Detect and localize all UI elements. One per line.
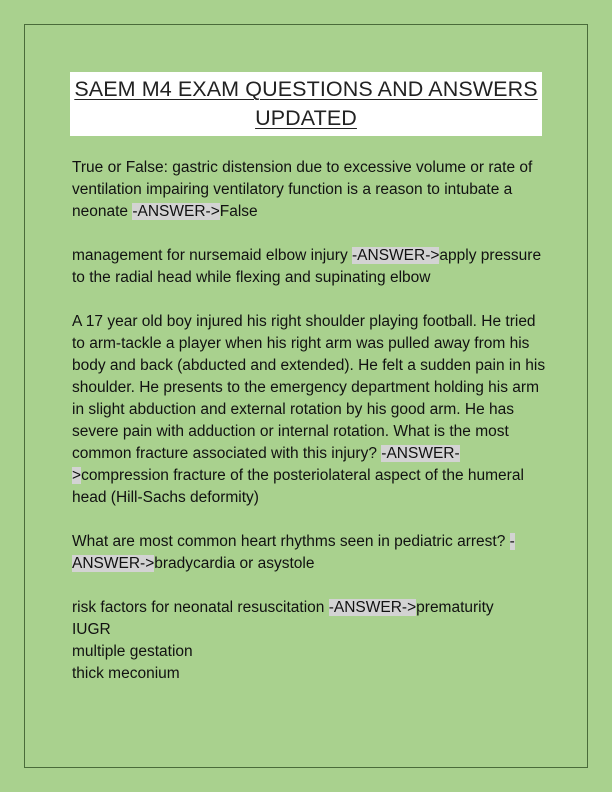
qa-item <box>72 157 552 223</box>
question-text: management for nursemaid elbow injury <box>72 247 352 264</box>
answer-extra-line: IUGR <box>72 621 111 638</box>
answer-tag: -ANSWER-> <box>72 533 515 572</box>
question-text: True or False: gastric distension due to excessive volume or rate of ventilation impairing ventilatory function is a reason to intubate a neonate <box>72 159 533 220</box>
question-text: A 17 year old boy injured his right shoulder playing football. He tried to arm-tackle a player when his right arm was pulled away from his body and back (abducted and extended). He felt a sudden pain in his shoulder. He presents to the emergency department holding his arm in slight abduction and external rotation by his good arm. He has severe pain with adduction or internal rotation. What is the most common fracture associated with this injury? <box>72 313 546 462</box>
answer-extra-line: thick meconium <box>72 665 180 682</box>
qa-paragraph <box>72 311 552 509</box>
qa-item <box>72 245 552 289</box>
answer-tag: -ANSWER-> <box>352 247 440 264</box>
qa-item <box>72 597 552 685</box>
answer-text: prematurity <box>416 599 494 616</box>
qa-paragraph <box>72 597 552 619</box>
question-text: What are most common heart rhythms seen in pediatric arrest? <box>72 533 510 550</box>
title-box <box>70 72 542 136</box>
document-title-line-2: UPDATED <box>255 106 357 130</box>
answer-extra-line: multiple gestation <box>72 643 193 660</box>
question-text: risk factors for neonatal resuscitation <box>72 599 329 616</box>
answer-text: bradycardia or asystole <box>154 555 315 572</box>
qa-paragraph <box>72 531 552 575</box>
answer-tag: -ANSWER-> <box>72 445 460 484</box>
qa-item <box>72 531 552 575</box>
answer-text: apply pressure to the radial head while flexing and supinating elbow <box>72 247 542 286</box>
qa-item <box>72 311 552 509</box>
answer-text: compression fracture of the posteriolateral aspect of the humeral head (Hill-Sachs deformity) <box>72 467 524 506</box>
document-title-line-1: SAEM M4 EXAM QUESTIONS AND ANSWERS <box>74 77 538 101</box>
answer-tag: -ANSWER-> <box>132 203 220 220</box>
qa-content <box>72 157 552 707</box>
qa-paragraph <box>72 157 552 223</box>
answer-tag: -ANSWER-> <box>328 599 417 616</box>
answer-text: False <box>219 203 258 220</box>
qa-paragraph <box>72 245 552 289</box>
